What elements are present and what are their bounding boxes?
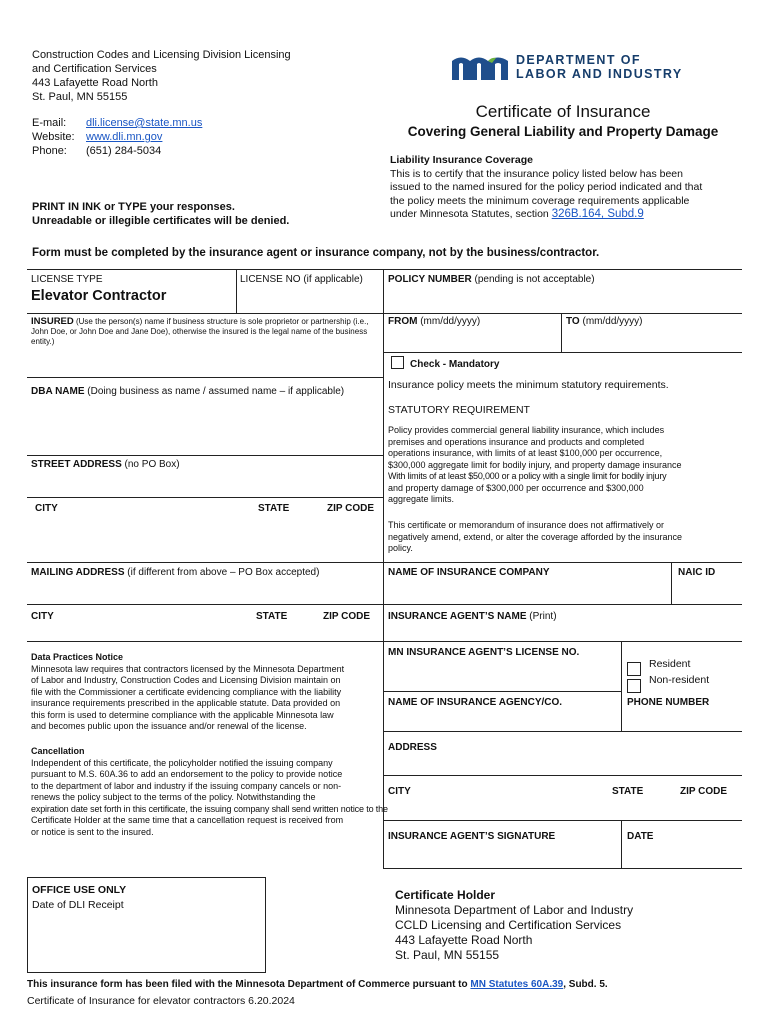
mandatory-checkbox[interactable] xyxy=(391,356,404,369)
mailing-field[interactable] xyxy=(28,581,382,603)
phone-number: (651) 284-5034 xyxy=(86,145,162,157)
page-subtitle: Covering General Liability and Property Damage xyxy=(407,124,719,139)
cancel-line: Certificate Holder at the same time that a cancellation request is received from xyxy=(31,815,344,825)
memo-line: negatively amend, extend, or alter the coverage afforded by the insurance xyxy=(388,531,683,542)
naic-divider xyxy=(671,562,672,604)
street-note: (no PO Box) xyxy=(121,459,180,470)
liability-line: This is to certify that the insurance policy listed below has been xyxy=(390,167,683,180)
statutory-line: operations insurance, with limits of at least $100,000 per occurrence, xyxy=(388,448,663,458)
cancel-title: Cancellation xyxy=(31,746,85,756)
statutory-line: premises and operations insurance and products and completed xyxy=(388,436,645,447)
mailing-zip-label: ZIP CODE xyxy=(323,611,371,622)
holder-line: St. Paul, MN 55155 xyxy=(395,948,500,962)
statutory-requirement xyxy=(388,425,740,506)
row-divider xyxy=(27,562,742,563)
mailing-state-label: STATE xyxy=(256,611,288,622)
phone-number-label: PHONE NUMBER xyxy=(627,697,710,708)
license-type-value[interactable]: Elevator Contractor xyxy=(31,288,167,304)
print-note-line: PRINT IN INK or TYPE your responses. xyxy=(32,201,235,213)
liability-heading: Liability Insurance Coverage xyxy=(390,154,533,166)
statute-60a39-link[interactable]: MN Statutes 60A.39 xyxy=(470,979,564,990)
address-line: 443 Lafayette Road North xyxy=(32,77,158,89)
email-label: E-mail: xyxy=(32,117,67,129)
license-type-label: LICENSE TYPE xyxy=(31,274,103,285)
row-divider xyxy=(27,604,742,605)
agency-field[interactable] xyxy=(385,711,620,730)
statutory-line: Policy provides commercial general liability insurance, which includes xyxy=(388,425,665,435)
row-divider xyxy=(384,691,621,692)
email-link[interactable]: dli.license@state.mn.us xyxy=(86,117,203,129)
address-line: St. Paul, MN 55155 xyxy=(32,91,128,103)
agent-city-label: CITY xyxy=(388,786,411,797)
address-line: and Certification Services xyxy=(32,63,157,75)
naic-label: NAIC ID xyxy=(678,567,716,578)
agent-license-label: MN INSURANCE AGENT’S LICENSE NO. xyxy=(388,647,580,658)
date-field[interactable] xyxy=(623,845,741,867)
liability-line: the policy meets the minimum coverage requirements applicable xyxy=(390,194,690,207)
form-bottom-border xyxy=(384,868,742,869)
address-label: ADDRESS xyxy=(388,742,437,753)
statutory-line: $300,000 aggregate limit for bodily injury, and property damage insurance xyxy=(388,459,682,470)
address-field[interactable] xyxy=(385,756,741,774)
cancel-line: pursuant to M.S. 60A.36 to add an endorsement to the policy to provide notice xyxy=(31,769,343,779)
statutory-heading: STATUTORY REQUIREMENT xyxy=(388,404,530,416)
street-field[interactable] xyxy=(28,473,382,496)
print-note-line: Unreadable or illegible certificates will be denied. xyxy=(32,215,290,227)
holder-line: CCLD Licensing and Certification Services xyxy=(395,918,622,932)
certificate-holder xyxy=(395,888,735,963)
notice-line: this form is used to determine compliance with the applicable Minnesota law xyxy=(31,709,334,720)
notice-line: file with the Commissioner a certificate evidencing compliance with the liability xyxy=(31,686,342,697)
statutory-line: With limits of at least $50,000 or a policy with a single limit for bodily injury xyxy=(388,471,667,481)
contact-info xyxy=(32,116,332,158)
from-label: FROM xyxy=(388,316,418,327)
to-label: TO xyxy=(566,316,580,327)
naic-field[interactable] xyxy=(673,581,741,603)
website-label: Website: xyxy=(32,131,75,143)
to-date-field[interactable] xyxy=(563,330,741,351)
notice-line: of Labor and Industry, Construction Codes and Licensing Division maintain on xyxy=(31,675,341,685)
liability-coverage xyxy=(390,154,750,222)
cancel-line: to the department of labor and industry if the issuing company cancels or non- xyxy=(31,780,342,791)
memo-line: This certificate or memorandum of insurance does not affirmatively or xyxy=(388,520,664,530)
from-to-divider xyxy=(561,313,562,352)
license-no-note: (if applicable) xyxy=(300,274,363,285)
signature-date-divider xyxy=(621,820,622,868)
row-divider xyxy=(27,313,742,314)
logo-line1: DEPARTMENT OF xyxy=(516,53,641,67)
policy-number-field[interactable] xyxy=(385,288,741,312)
filed-text: This insurance form has been filed with the Minnesota Department of Commerce pursuant to xyxy=(27,979,471,990)
filed-statement xyxy=(27,978,747,991)
policy-meets-text: Insurance policy meets the minimum statutory requirements. xyxy=(388,379,669,391)
liability-line: under Minnesota Statutes, section xyxy=(390,208,549,220)
row-divider xyxy=(384,352,742,353)
memorandum-note xyxy=(388,520,740,555)
check-mandatory-label: Check - Mandatory xyxy=(410,359,500,370)
state-label: STATE xyxy=(258,503,290,514)
from-date-field[interactable] xyxy=(385,330,560,351)
cancel-line: expiration date set forth in this certificate, the issuing company shall send written notice to the xyxy=(31,803,388,814)
signature-label: INSURANCE AGENT’S SIGNATURE xyxy=(388,831,556,842)
to-note: (mm/dd/yyyy) xyxy=(579,316,643,327)
phone-label: Phone: xyxy=(32,145,67,157)
form-center-divider xyxy=(383,269,384,869)
city-label: CITY xyxy=(35,503,58,514)
insured-field[interactable] xyxy=(28,348,382,376)
agent-zip-label: ZIP CODE xyxy=(680,786,728,797)
nonresident-checkbox[interactable] xyxy=(627,679,641,693)
agent-state-label: STATE xyxy=(612,786,644,797)
cancel-line: Independent of this certificate, the policyholder notified the issuing company xyxy=(31,757,333,768)
office-use-box xyxy=(27,877,266,973)
statutory-line: and property damage of $300,000 per occurrence and $300,000 xyxy=(388,482,644,493)
liability-line: issued to the named insured for the policy period indicated and that xyxy=(390,181,703,193)
dli-receipt-label: Date of DLI Receipt xyxy=(32,899,124,911)
form-id: Certificate of Insurance for elevator contractors 6.20.2024 xyxy=(27,995,295,1007)
cancel-line: renews the policy subject to the terms of the policy. Notwithstanding the xyxy=(31,792,316,802)
row-divider xyxy=(27,455,383,456)
street-label: STREET ADDRESS xyxy=(31,459,122,470)
form-instruction: Form must be completed by the insurance agent or insurance company, not by the business/contractor. xyxy=(32,247,600,259)
insured-label: INSURED xyxy=(31,316,74,327)
print-note xyxy=(32,200,372,228)
cancellation-notice xyxy=(31,746,388,838)
resident-checkbox[interactable] xyxy=(627,662,641,676)
row-divider xyxy=(27,641,742,642)
mailing-city-label: CITY xyxy=(31,611,54,622)
cancel-line: or notice is sent to the insured. xyxy=(31,826,154,837)
row-divider xyxy=(384,820,742,821)
dli-logo xyxy=(452,52,752,82)
nonresident-label: Non-resident xyxy=(649,674,710,686)
agent-license-field[interactable] xyxy=(385,661,620,690)
notice-line: and becomes public upon the issuance and/or renewal of the license. xyxy=(31,721,307,731)
row-divider xyxy=(27,497,383,498)
office-use-title: OFFICE USE ONLY xyxy=(32,884,127,896)
statute-link[interactable]: 326B.164, Subd.9 xyxy=(551,208,644,220)
memo-line: policy. xyxy=(388,543,413,553)
mn-logo-icon xyxy=(452,54,510,80)
holder-title: Certificate Holder xyxy=(395,888,496,902)
division-address xyxy=(32,48,362,104)
statutory-line: aggregate limits. xyxy=(388,494,455,504)
agent-name-label: INSURANCE AGENT’S NAME xyxy=(388,611,527,622)
license-no-field[interactable] xyxy=(237,287,382,312)
page-title: Certificate of Insurance xyxy=(475,102,651,121)
mailing-label: MAILING ADDRESS xyxy=(31,567,125,578)
filed-end: , Subd. 5. xyxy=(563,979,608,990)
notice-line: Minnesota law requires that contractors licensed by the Minnesota Department xyxy=(31,663,345,674)
signature-field[interactable] xyxy=(385,845,620,867)
website-link[interactable]: www.dli.mn.gov xyxy=(86,131,163,143)
policy-number-label: POLICY NUMBER xyxy=(388,274,472,285)
ins-company-field[interactable] xyxy=(385,581,670,603)
mailing-note: (if different from above – PO Box accepted) xyxy=(124,567,320,578)
zip-label: ZIP CODE xyxy=(327,503,375,514)
notice-title: Data Practices Notice xyxy=(31,652,124,662)
data-practices-notice xyxy=(31,652,381,733)
address-line: Construction Codes and Licensing Division Licensing xyxy=(32,49,291,61)
notice-line: insurance requirements prescribed in the applicable statute. Data provided on xyxy=(31,698,341,708)
holder-line: 443 Lafayette Road North xyxy=(395,933,533,947)
logo-line2: LABOR AND INDUSTRY xyxy=(516,67,683,81)
resident-label: Resident xyxy=(649,658,691,670)
agent-name-field[interactable] xyxy=(385,623,741,640)
phone-number-field[interactable] xyxy=(623,711,741,730)
ins-company-label: NAME OF INSURANCE COMPANY xyxy=(388,567,550,578)
insured-note: (Use the person(s) name if business structure is sole proprietor or partnership (i.e., John Doe, or John Doe and Jane Doe), otherwise the insured is the legal name of the business entity.) xyxy=(31,317,369,346)
row-divider xyxy=(384,775,742,776)
agency-label: NAME OF INSURANCE AGENCY/CO. xyxy=(388,697,563,708)
from-note: (mm/dd/yyyy) xyxy=(417,316,481,327)
dba-field[interactable] xyxy=(28,400,382,454)
license-resident-divider xyxy=(621,641,622,731)
row-divider xyxy=(384,731,742,732)
holder-line: Minnesota Department of Labor and Industry xyxy=(395,903,634,917)
form-top-border xyxy=(27,269,742,270)
policy-number-note: (pending is not acceptable) xyxy=(471,274,595,285)
license-no-label: LICENSE NO xyxy=(240,274,301,285)
dba-label: DBA NAME xyxy=(31,386,85,397)
dba-note: (Doing business as name / assumed name – if applicable) xyxy=(84,386,345,397)
agent-name-note: (Print) xyxy=(526,611,557,622)
date-label: DATE xyxy=(627,831,654,842)
row-divider xyxy=(27,377,383,378)
